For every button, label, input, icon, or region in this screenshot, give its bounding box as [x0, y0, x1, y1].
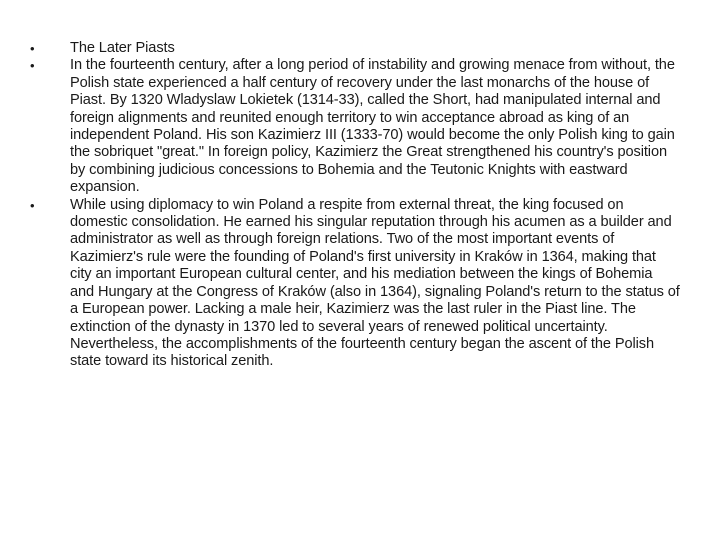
bullet-text: While using diplomacy to win Poland a respite from external threat, the king focused on domestic consolidation. He earned his singular reputation through his acumen as a builder and administrator as well as through foreign relations. Two of the most important events of Kazimierz's rule were the founding of Poland's first university in Kraków in 1364, making that city an important European cultural center, and his mediation between the kings of Bohemia and Hungary at the Congress of Kraków (also in 1364), signaling Poland's return to the status of a European power. Lacking a male heir, Kazimierz was the last ruler in the Piast line. The extinction of the dynasty in 1370 led to several years of renewed political uncertainty. Nevertheless, the accomplishments of the fourteenth century began the ascent of the Polish state toward its historical zenith.: [70, 196, 680, 370]
bullet-icon: •: [30, 58, 35, 74]
bullet-item-fourteenth-century: [30, 57, 680, 196]
bullet-text: The Later Piasts: [70, 40, 175, 56]
bullet-icon: •: [30, 41, 35, 56]
bullet-icon: •: [30, 197, 35, 213]
bullet-list: [30, 40, 680, 371]
bullet-item-diplomacy: [30, 197, 680, 371]
bullet-text: In the fourteenth century, after a long period of instability and growing menace from without, the Polish state experienced a half century of recovery under the last monarchs of the house of Piast. By 1320 Wladyslaw Lokietek (1314-33), called the Short, had manipulated internal and foreign alignments and reunited enough territory to win acceptance abroad as king of an independent Poland. His son Kazimierz III (1333-70) would become the only Polish king to gain the sobriquet "great." In foreign policy, Kazimierz the Great strengthened his country's position by combining judicious concessions to Bohemia and the Teutonic Knights with eastward expansion.: [70, 57, 675, 196]
bullet-item-title: [30, 40, 680, 57]
